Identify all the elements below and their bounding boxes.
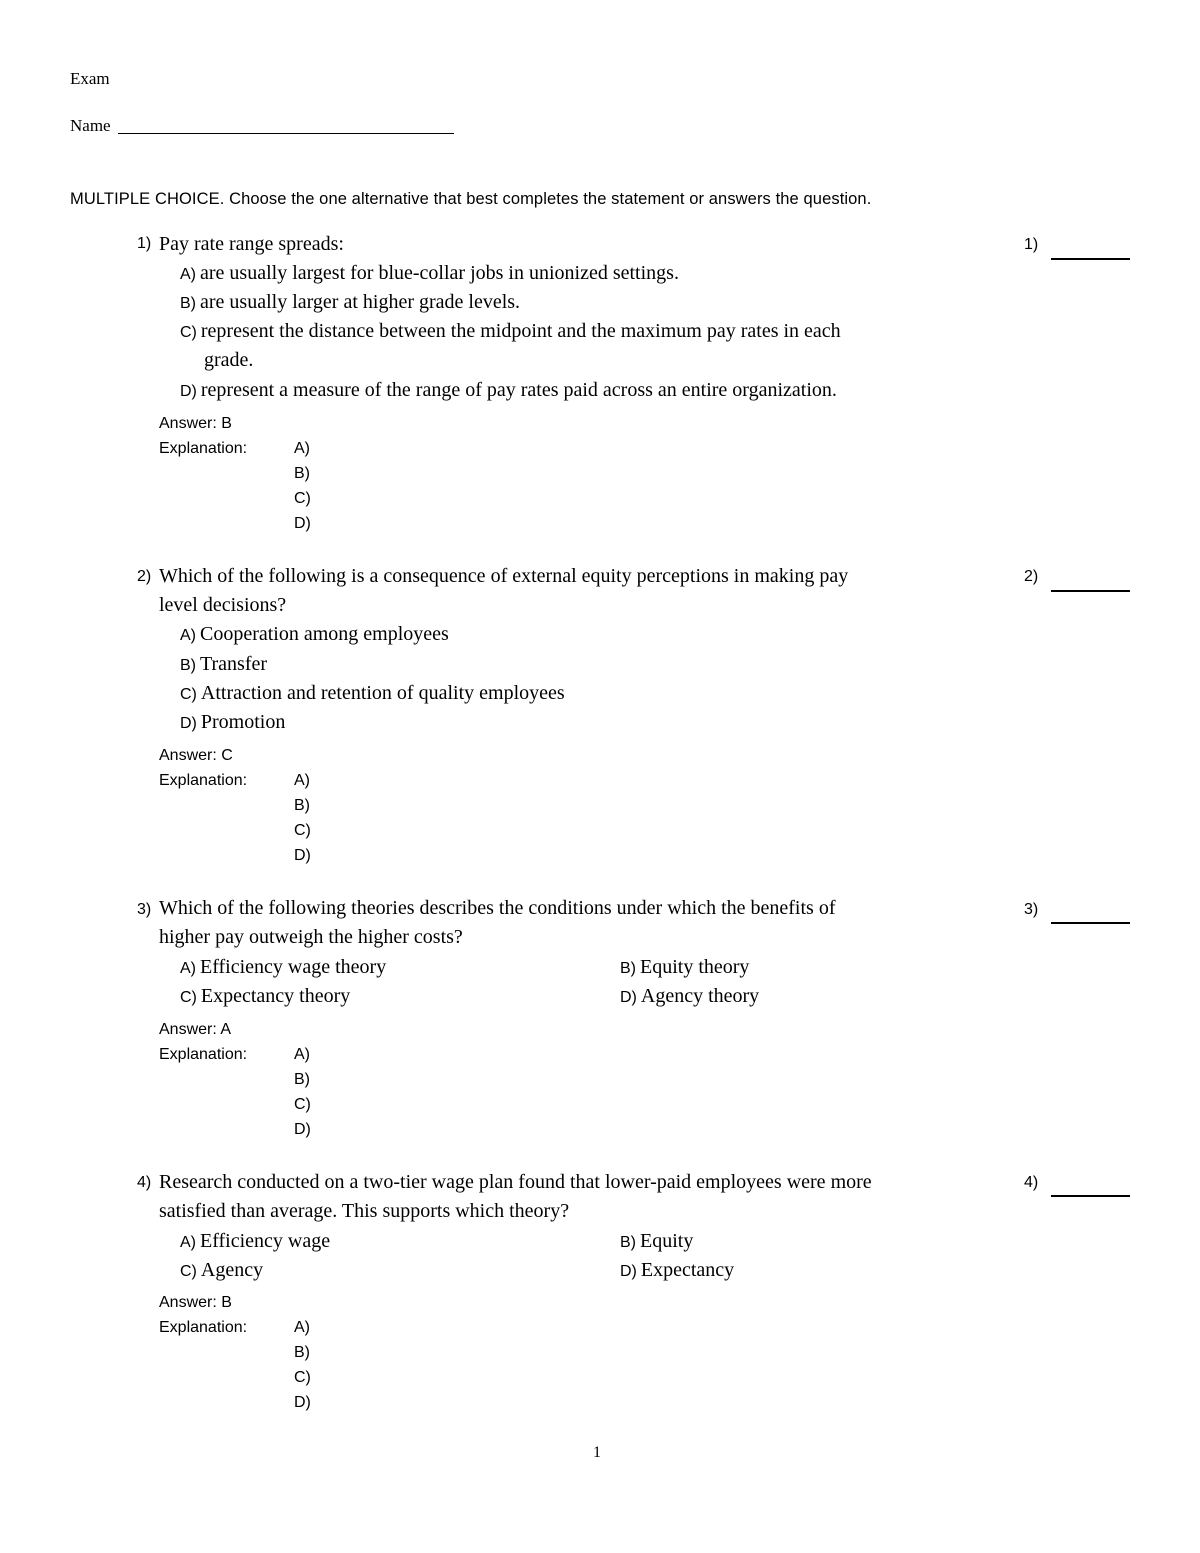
explanation-b: B)	[294, 465, 310, 482]
name-label: Name	[70, 116, 111, 135]
option-text: Equity	[640, 1230, 694, 1252]
option-d[interactable]	[620, 982, 759, 1011]
explanation-label: Explanation:	[159, 1046, 248, 1063]
option-letter: A)	[180, 960, 196, 977]
option-text: Expectancy	[640, 1259, 735, 1281]
explanation-d: D)	[294, 1121, 311, 1138]
option-text: Agency theory	[640, 985, 760, 1007]
option-text: represent the distance between the midpoint and the maximum pay rates in each	[200, 320, 841, 342]
explanation-d: D)	[294, 515, 311, 532]
explanation-c: C)	[294, 1096, 311, 1113]
explanation-c: C)	[294, 822, 311, 839]
option-letter: B)	[180, 657, 196, 674]
option-text: Expectancy theory	[200, 985, 351, 1007]
option-letter: D)	[180, 383, 197, 400]
option-letter: A)	[180, 1234, 196, 1251]
option-text: represent a measure of the range of pay rates paid across an entire organization.	[200, 379, 837, 401]
option-text: are usually largest for blue-collar jobs in unionized settings.	[200, 262, 679, 284]
option-c[interactable]	[180, 679, 565, 708]
explanation-a: A)	[294, 772, 310, 789]
option-text: Cooperation among employees	[200, 623, 449, 645]
option-letter: C)	[180, 989, 197, 1006]
answer-key-number: 1)	[1024, 236, 1039, 253]
option-text-continued: grade.	[204, 349, 254, 371]
question-stem-continued: higher pay outweigh the higher costs?	[159, 926, 463, 948]
option-text: Promotion	[200, 711, 286, 733]
explanation-label: Explanation:	[159, 1319, 248, 1336]
answer-line: Answer: C	[159, 747, 233, 764]
answer-blank[interactable]	[1051, 590, 1130, 592]
answer-key-number: 4)	[1024, 1174, 1039, 1191]
option-text: are usually larger at higher grade levels.	[200, 291, 521, 313]
question-stem: Which of the following is a consequence of external equity perceptions in making pay	[159, 565, 849, 587]
question-number: 1)	[137, 235, 152, 252]
question-stem: Pay rate range spreads:	[159, 233, 344, 255]
explanation-label: Explanation:	[159, 440, 248, 457]
page-number: 1	[593, 1444, 601, 1461]
explanation-a: A)	[294, 1046, 310, 1063]
option-b[interactable]	[180, 288, 520, 317]
question-number: 3)	[137, 901, 152, 918]
option-c[interactable]	[180, 317, 841, 346]
option-c[interactable]	[180, 1256, 263, 1285]
answer-line: Answer: B	[159, 1294, 232, 1311]
option-letter: B)	[180, 295, 196, 312]
option-letter: C)	[180, 324, 197, 341]
answer-key-number: 3)	[1024, 901, 1039, 918]
explanation-c: C)	[294, 1369, 311, 1386]
question-stem-continued: satisfied than average. This supports which theory?	[159, 1200, 570, 1222]
option-letter: A)	[180, 627, 196, 644]
explanation-c: C)	[294, 490, 311, 507]
option-letter: D)	[620, 1263, 637, 1280]
explanation-d: D)	[294, 1394, 311, 1411]
explanation-b: B)	[294, 1071, 310, 1088]
option-letter: A)	[180, 266, 196, 283]
option-letter: B)	[620, 1234, 636, 1251]
option-letter: C)	[180, 1263, 197, 1280]
option-a[interactable]	[180, 1227, 330, 1256]
option-text: Efficiency wage	[200, 1230, 331, 1252]
explanation-b: B)	[294, 797, 310, 814]
answer-line: Answer: A	[159, 1021, 232, 1038]
name-blank-line[interactable]	[118, 133, 454, 134]
question-stem: Research conducted on a two-tier wage plan found that lower-paid employees were more	[159, 1171, 872, 1193]
option-a[interactable]	[180, 953, 386, 982]
option-letter: D)	[620, 989, 637, 1006]
option-text: Efficiency wage theory	[200, 956, 387, 978]
option-b[interactable]	[620, 1227, 693, 1256]
exam-title: Exam	[70, 69, 110, 88]
question-stem: Which of the following theories describes the conditions under which the benefits of	[159, 897, 836, 919]
instructions: MULTIPLE CHOICE. Choose the one alternative that best completes the statement or answers the question.	[70, 190, 872, 208]
option-text: Attraction and retention of quality employees	[200, 682, 565, 704]
question-stem-continued: level decisions?	[159, 594, 287, 616]
option-text: Equity theory	[640, 956, 750, 978]
option-text: Agency	[200, 1259, 264, 1281]
option-a[interactable]	[180, 259, 679, 288]
answer-blank[interactable]	[1051, 922, 1130, 924]
option-letter: D)	[180, 715, 197, 732]
explanation-a: A)	[294, 1319, 310, 1336]
option-d[interactable]	[180, 376, 837, 405]
explanation-label: Explanation:	[159, 772, 248, 789]
question-number: 4)	[137, 1174, 152, 1191]
option-b[interactable]	[620, 953, 749, 982]
option-c[interactable]	[180, 982, 350, 1011]
option-text: Transfer	[200, 653, 268, 675]
option-letter: C)	[180, 686, 197, 703]
option-letter: B)	[620, 960, 636, 977]
option-d[interactable]	[180, 708, 285, 737]
option-d[interactable]	[620, 1256, 734, 1285]
explanation-a: A)	[294, 440, 310, 457]
option-a[interactable]	[180, 620, 449, 649]
question-number: 2)	[137, 568, 152, 585]
option-b[interactable]	[180, 650, 267, 679]
answer-blank[interactable]	[1051, 258, 1130, 260]
explanation-d: D)	[294, 847, 311, 864]
answer-line: Answer: B	[159, 415, 232, 432]
answer-blank[interactable]	[1051, 1195, 1130, 1197]
explanation-b: B)	[294, 1344, 310, 1361]
answer-key-number: 2)	[1024, 568, 1039, 585]
